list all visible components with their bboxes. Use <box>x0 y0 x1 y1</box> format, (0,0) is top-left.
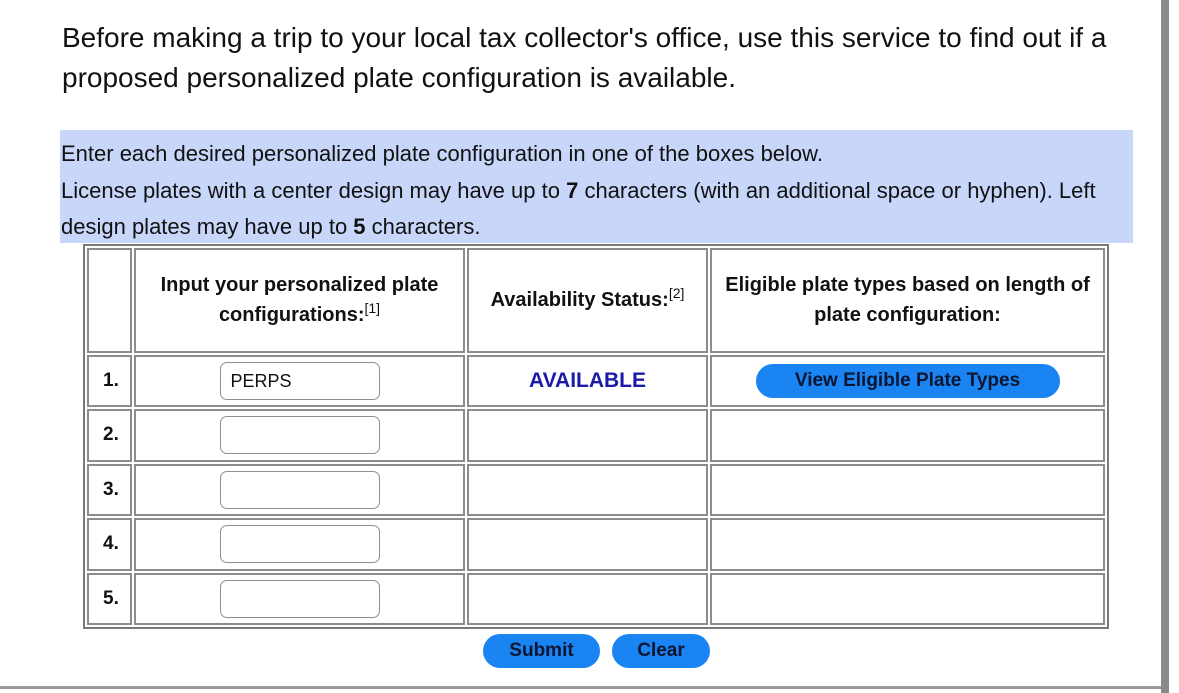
instructions-end-text: characters. <box>365 214 481 239</box>
clear-button[interactable]: Clear <box>612 634 710 668</box>
scrollbar[interactable] <box>1161 0 1169 693</box>
form-buttons <box>483 634 710 668</box>
table-row <box>87 573 1105 625</box>
submit-button[interactable]: Submit <box>483 634 600 668</box>
center-design-max: 7 <box>566 177 579 203</box>
status-cell <box>467 518 708 570</box>
instructions-line-1: Enter each desired personalized plate configuration in one of the boxes below. <box>61 141 823 166</box>
plate-input-5[interactable] <box>220 580 380 618</box>
input-cell <box>134 464 465 516</box>
status-available: AVAILABLE <box>528 369 647 393</box>
instructions-box <box>60 130 1133 243</box>
table-row <box>87 409 1105 461</box>
row-number: 2. <box>87 409 132 461</box>
eligible-cell <box>710 409 1105 461</box>
row-number: 5. <box>87 573 132 625</box>
table-row <box>87 464 1105 516</box>
left-design-max: 5 <box>353 214 366 239</box>
row-number: 1. <box>87 355 132 407</box>
status-cell <box>467 355 708 407</box>
eligible-cell <box>710 573 1105 625</box>
status-cell <box>467 409 708 461</box>
footnote-2-link[interactable]: [2] <box>668 285 685 302</box>
row-number: 3. <box>87 464 132 516</box>
bottom-divider <box>0 686 1161 689</box>
eligible-cell <box>710 464 1105 516</box>
eligible-cell <box>710 355 1105 407</box>
header-status: Availability Status:[2] <box>467 248 708 353</box>
header-number <box>87 248 132 353</box>
instructions-left-text: characters (with an additional space or hyphen). Left design plates may have up to <box>61 177 1096 239</box>
plate-config-table <box>83 244 1109 629</box>
instructions-center-text: License plates with a center design may have up to <box>61 177 567 203</box>
plate-input-1[interactable] <box>220 362 380 400</box>
table-row <box>87 518 1105 570</box>
plate-input-3[interactable] <box>220 471 380 509</box>
status-cell <box>467 573 708 625</box>
input-cell <box>134 409 465 461</box>
instructions-line-2 <box>61 173 1133 246</box>
header-input: Input your personalized plate configurations:[1] <box>134 248 465 353</box>
status-cell <box>467 464 708 516</box>
plate-input-4[interactable] <box>220 525 380 563</box>
row-number: 4. <box>87 518 132 570</box>
footnote-1-link[interactable]: [1] <box>364 300 381 317</box>
eligible-cell <box>710 518 1105 570</box>
view-eligible-plate-types-button[interactable]: View Eligible Plate Types <box>756 364 1060 398</box>
header-eligible: Eligible plate types based on length of plate configuration: <box>710 248 1105 353</box>
plate-input-2[interactable] <box>220 416 380 454</box>
input-cell <box>134 573 465 625</box>
table-row <box>87 355 1105 407</box>
intro-text: Before making a trip to your local tax collector's office, use this service to find out if a proposed personalized plate configuration is available. <box>62 22 1107 93</box>
input-cell <box>134 355 465 407</box>
table-header-row <box>87 248 1105 353</box>
input-cell <box>134 518 465 570</box>
